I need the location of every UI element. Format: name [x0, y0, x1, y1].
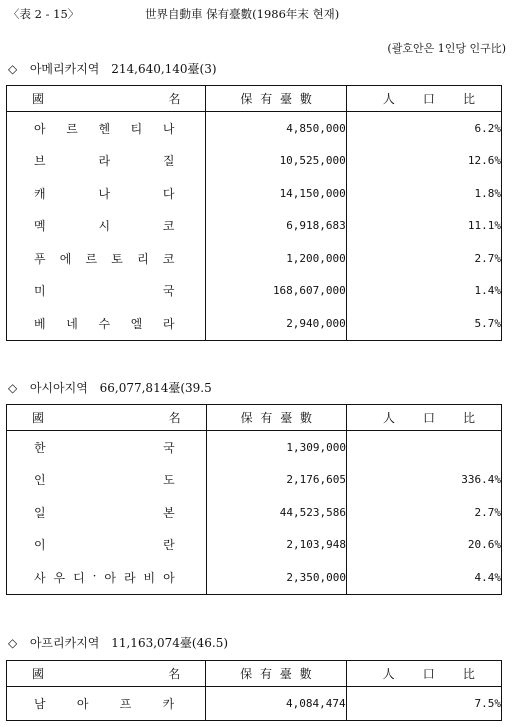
- country-char: 브: [34, 154, 46, 169]
- country-cell: [7, 242, 206, 275]
- header-char: 人: [382, 411, 395, 425]
- country-char: 국: [163, 440, 175, 455]
- country-char: 르: [85, 251, 98, 266]
- region-summary: 214,640,140臺(3): [111, 62, 217, 76]
- table-header-row: [7, 405, 502, 431]
- header-char: 口: [422, 411, 435, 425]
- ratio-cell: 11.1%: [346, 210, 501, 243]
- vehicles-cell: 2,940,000: [206, 307, 346, 340]
- header-vehicles: [206, 405, 346, 431]
- country-char: 나: [162, 121, 175, 136]
- table-row: [7, 242, 502, 275]
- country-char: 티: [130, 121, 143, 136]
- region-heading-africa: [8, 634, 228, 651]
- country-char: 비: [143, 570, 156, 585]
- country-char: 인: [34, 473, 46, 488]
- country-cell: [7, 210, 206, 243]
- country-cell: [7, 431, 207, 464]
- country-cell: [7, 275, 206, 308]
- country-char: 디: [73, 570, 85, 585]
- country-cell: [7, 112, 206, 145]
- country-cell: [7, 307, 206, 340]
- table-row: [7, 464, 502, 497]
- header-char: 國: [32, 411, 45, 425]
- header-char: 保: [240, 667, 253, 681]
- country-cell: [7, 529, 207, 562]
- header-char: 比: [462, 92, 475, 106]
- country-char: 토: [111, 251, 123, 266]
- header-char: 人: [382, 92, 395, 106]
- country-char: 우: [53, 570, 66, 585]
- header-char: 口: [422, 92, 435, 106]
- table-row: [7, 275, 502, 308]
- country-char: ·: [92, 568, 97, 583]
- ratio-cell: 2.7%: [346, 242, 501, 275]
- header-country: [7, 405, 207, 431]
- vehicles-cell: 1,309,000: [206, 431, 346, 464]
- header-char: 數: [299, 667, 312, 681]
- country-char: 캐: [34, 186, 46, 201]
- table-number: 〈表 2 - 15〉: [8, 7, 80, 21]
- header-char: 比: [462, 411, 475, 425]
- country-char: 코: [162, 219, 175, 234]
- table-row: [7, 112, 502, 145]
- country-char: 라: [162, 316, 175, 331]
- header-char: 名: [168, 92, 181, 106]
- ratio-cell: 7.5%: [346, 687, 501, 721]
- country-cell: [7, 687, 206, 721]
- header-char: 有: [260, 92, 273, 106]
- country-char: 본: [163, 505, 175, 520]
- ratio-cell: 336.4%: [346, 464, 501, 497]
- ratio-cell: 4.4%: [346, 561, 501, 594]
- country-cell: [7, 561, 207, 594]
- header-country: [7, 86, 206, 112]
- diamond-icon: ◇: [8, 636, 18, 650]
- header-vehicles: [206, 661, 346, 687]
- header-char: 名: [168, 667, 181, 681]
- vehicles-cell: 4,084,474: [206, 687, 346, 721]
- note-per-capita: (괄호안은 1인당 인구比): [387, 42, 506, 55]
- country-cell: [7, 145, 206, 178]
- header-char: 臺: [280, 411, 293, 425]
- ratio-cell: 5.7%: [346, 307, 501, 340]
- country-char: 질: [162, 154, 175, 169]
- country-char: 아: [163, 570, 175, 585]
- country-char: 프: [119, 696, 132, 711]
- country-char: 일: [34, 505, 46, 520]
- table-row: [7, 529, 502, 562]
- header-char: 口: [422, 667, 435, 681]
- country-char: 푸: [34, 251, 46, 266]
- country-char: 엘: [130, 316, 143, 331]
- vehicles-cell: 44,523,586: [206, 496, 346, 529]
- country-char: 아: [34, 121, 46, 136]
- country-cell: [7, 464, 207, 497]
- header-char: 保: [240, 92, 253, 106]
- country-char: 란: [163, 538, 175, 553]
- vehicle-table-americas: [6, 85, 502, 341]
- ratio-cell: 2.7%: [346, 496, 501, 529]
- ratio-cell: 1.8%: [346, 177, 501, 210]
- header-char: 臺: [280, 92, 293, 106]
- region-name: 아시아지역: [29, 381, 88, 395]
- country-char: 베: [34, 316, 46, 331]
- header-char: 名: [168, 411, 181, 425]
- header-char: 人: [382, 667, 395, 681]
- country-char: 아: [104, 570, 117, 585]
- header-ratio: [346, 405, 501, 431]
- ratio-cell: 20.6%: [346, 529, 501, 562]
- region-name: 아프리카지역: [29, 636, 100, 650]
- diamond-icon: ◇: [8, 62, 18, 76]
- page-title: 世界自動車 保有臺數(1986年末 현재): [145, 7, 340, 21]
- country-cell: [7, 496, 207, 529]
- region-heading-asia: [8, 379, 212, 396]
- country-char: 에: [59, 251, 72, 266]
- vehicles-cell: 6,918,683: [206, 210, 346, 243]
- country-char: 남: [34, 696, 46, 711]
- ratio-cell: 12.6%: [346, 145, 501, 178]
- ratio-cell: 1.4%: [346, 275, 501, 308]
- vehicles-cell: 2,103,948: [206, 529, 346, 562]
- country-char: 이: [34, 538, 46, 553]
- country-char: 시: [98, 219, 111, 234]
- vehicles-cell: 1,200,000: [206, 242, 346, 275]
- vehicles-cell: 2,350,000: [206, 561, 346, 594]
- country-char: 멕: [34, 219, 46, 234]
- country-char: 네: [66, 316, 78, 331]
- header-char: 比: [462, 667, 475, 681]
- table-header-row: [7, 86, 502, 112]
- header-country: [7, 661, 206, 687]
- country-char: 수: [98, 316, 111, 331]
- country-char: 헨: [98, 121, 111, 136]
- ratio-cell: [346, 431, 501, 464]
- country-char: 카: [162, 696, 175, 711]
- header-vehicles: [206, 86, 346, 112]
- country-char: 아: [76, 696, 89, 711]
- table-row: [7, 496, 502, 529]
- region-name: 아메리카지역: [29, 62, 100, 76]
- region-summary: 66,077,814臺(39.5: [99, 381, 212, 395]
- region-heading-americas: [8, 60, 217, 77]
- country-char: 르: [66, 121, 78, 136]
- country-char: 코: [162, 251, 175, 266]
- vehicles-cell: 10,525,000: [206, 145, 346, 178]
- header-char: 臺: [279, 667, 292, 681]
- header-char: 保: [240, 411, 253, 425]
- country-char: 국: [162, 284, 175, 299]
- header-char: 國: [32, 92, 45, 106]
- country-char: 다: [162, 186, 175, 201]
- country-char: 미: [34, 284, 46, 299]
- diamond-icon: ◇: [8, 381, 18, 395]
- header-char: 國: [32, 667, 45, 681]
- table-row: [7, 177, 502, 210]
- header-ratio: [346, 661, 501, 687]
- country-char: 라: [123, 570, 136, 585]
- country-cell: [7, 177, 206, 210]
- table-row: [7, 431, 502, 464]
- header-char: 有: [260, 411, 273, 425]
- country-char: 사: [34, 570, 46, 585]
- country-char: 라: [98, 154, 111, 169]
- table-row: [7, 145, 502, 178]
- table-row: [7, 561, 502, 594]
- region-summary: 11,163,074臺(46.5): [111, 636, 229, 650]
- country-char: 리: [137, 251, 149, 266]
- country-char: 도: [163, 473, 175, 488]
- vehicles-cell: 4,850,000: [206, 112, 346, 145]
- header-char: 數: [299, 92, 312, 106]
- ratio-cell: 6.2%: [346, 112, 501, 145]
- table-row: [7, 210, 502, 243]
- country-char: 나: [98, 186, 111, 201]
- vehicles-cell: 2,176,605: [206, 464, 346, 497]
- vehicle-table-asia: [6, 404, 502, 595]
- table-row: [7, 307, 502, 340]
- country-char: 한: [34, 440, 46, 455]
- table-row: [7, 687, 502, 721]
- vehicle-table-africa: [6, 660, 502, 721]
- vehicles-cell: 14,150,000: [206, 177, 346, 210]
- header-char: 有: [259, 667, 272, 681]
- header-char: 數: [300, 411, 313, 425]
- table-header-row: [7, 661, 502, 687]
- header-ratio: [346, 86, 501, 112]
- vehicles-cell: 168,607,000: [206, 275, 346, 308]
